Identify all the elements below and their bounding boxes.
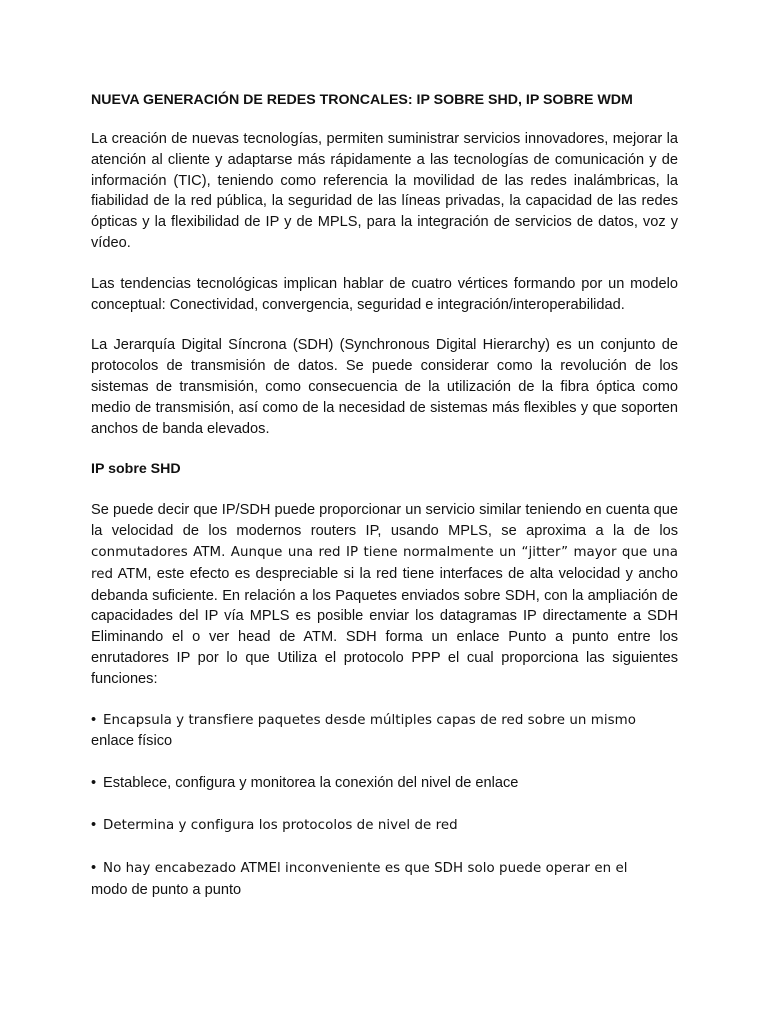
bullet-item-determina xyxy=(91,815,678,837)
paragraph-ip-thin-line: conmutadores ATM. Aunque una red IP tiene normalmente un “jitter” mayor que una red xyxy=(91,544,678,582)
paragraph-ip-part1: Se puede decir que IP/SDH puede proporcionar un servicio similar teniendo en cuenta que la velocidad de los modernos routers IP, usando MPLS, se aproxima a la de los xyxy=(91,502,678,540)
bullet-text-thin: Determina y configura los protocolos de nivel de red xyxy=(103,817,458,833)
bullet-text: modo de punto a punto xyxy=(91,881,242,898)
bullet-symbol: • xyxy=(91,859,97,876)
bullet-text: Establece, configura y monitorea la conexión del nivel de enlace xyxy=(103,775,519,792)
bullet-text: enlace físico xyxy=(91,733,173,750)
paragraph-trends: Las tendencias tecnológicas implican hablar de cuatro vértices formando por un modelo conceptual: Conectividad, convergencia, seguridad e integración/interoperabilidad. xyxy=(91,275,678,313)
bullet-item-establece xyxy=(91,773,678,794)
bullet-item-encapsula xyxy=(91,710,678,753)
paragraph-ip-part2: ATM, este efecto es despreciable si la red tiene interfaces de alta velocidad y ancho debanda suficiente. En relación a los Paquetes enviados sobre SDH, con la ampliación de capacidades del IP vía MPLS es posible enviar los datagramas IP directamente a SDH Eliminando el o ver head de ATM. SDH forma un enlace Punto a punto entre los enrutadores IP por lo que Utiliza el protocolo PPP el cual proporciona las siguientes funciones: xyxy=(91,565,678,687)
bullet-symbol: • xyxy=(91,816,97,833)
bullet-symbol: • xyxy=(91,711,97,728)
bullet-text-thin: Encapsula y transfiere paquetes desde múltiples capas de red sobre un mismo xyxy=(103,712,636,728)
paragraph-sdh: La Jerarquía Digital Síncrona (SDH) (Synchronous Digital Hierarchy) es un conjunto de protocolos de transmisión de datos. Se puede considerar como la revolución de los sistemas de transmisión, como consecuencia de la utilización de la fibra óptica como medio de transmisión, así como de la necesidad de sistemas más flexibles y que soporten anchos de banda elevados. xyxy=(91,337,678,437)
document-page xyxy=(91,90,678,921)
document-title: NUEVA GENERACIÓN DE REDES TRONCALES: IP SOBRE SHD, IP SOBRE WDM xyxy=(91,92,633,108)
bullet-item-no-hay xyxy=(91,858,678,901)
paragraph-intro: La creación de nuevas tecnologías, permiten suministrar servicios innovadores, mejorar la atención al cliente y adaptarse más rápidamente a las tecnologías de comunicación y de información (TIC), teniendo como referencia la movilidad de las redes inalámbricas, la fiabilidad de la red pública, la seguridad de las líneas privadas, la capacidad de las redes ópticas y la flexibilidad de IP y de MPLS, para la integración de servicios de datos, voz y vídeo. xyxy=(91,131,678,251)
bullet-text-thin: No hay encabezado ATMEl inconveniente es que SDH solo puede operar en el xyxy=(103,860,628,876)
bullet-symbol: • xyxy=(91,775,97,792)
section-heading: IP sobre SHD xyxy=(91,461,181,478)
paragraph-ip-sobre-shd xyxy=(91,500,678,689)
